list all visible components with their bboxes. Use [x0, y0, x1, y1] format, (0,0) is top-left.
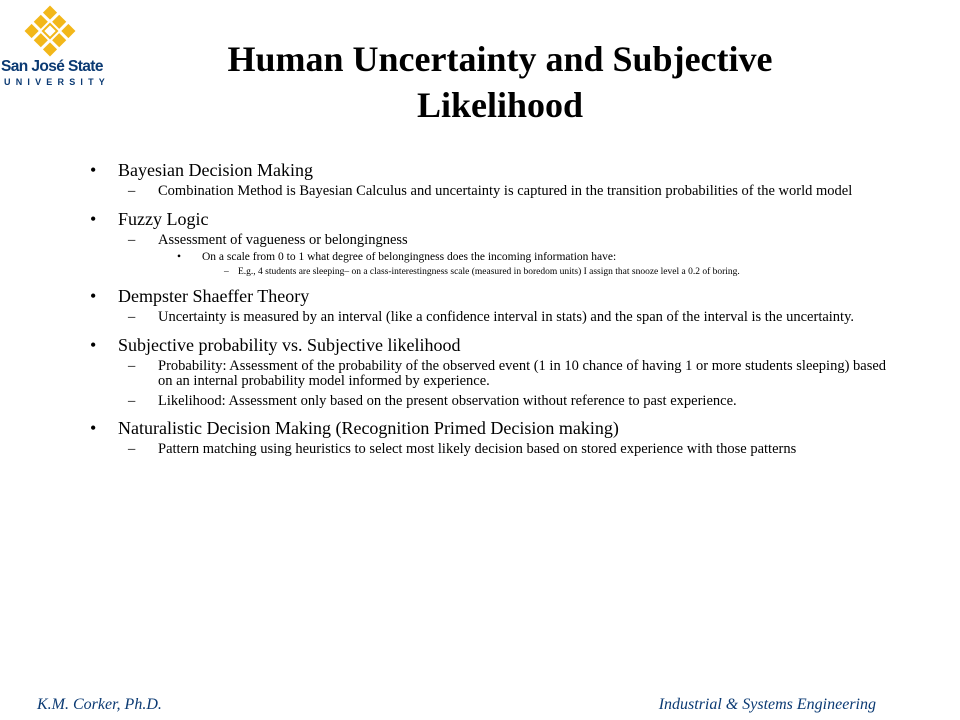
sub-sub-bullet-text: On a scale from 0 to 1 what degree of belongingness does the incoming information have:: [202, 251, 617, 263]
sub-bullet-text: Likelihood: Assessment only based on the present observation without reference to past experience.: [158, 392, 737, 409]
sub-sub-bullet-fuzzy-scale: [90, 251, 890, 264]
bullet-subjective: [90, 335, 890, 355]
bullet-naturalistic: [90, 418, 890, 438]
sub-bullet-dempster-interval: [90, 310, 890, 326]
bullet-dash: –: [128, 183, 136, 199]
bullet-dash: –: [128, 441, 136, 457]
bullet-dash: –: [128, 231, 136, 248]
sub-bullet-text: Uncertainty is measured by an interval (like a confidence interval in stats) and the span of the interval is the uncertainty.: [158, 309, 855, 325]
bullet-text: Naturalistic Decision Making (Recognition Primed Decision making): [118, 418, 619, 438]
sub-bullet-text: Probability: Assessment of the probability of the observed event (1 in 10 chance of having 1 or more students sleeping) based on an internal probability model informed by experience.: [158, 357, 887, 389]
bullet-dot: •: [90, 160, 97, 180]
sub-bullet-text: Assessment of vagueness or belongingness: [158, 231, 408, 248]
bullet-dot: •: [90, 286, 97, 306]
sub-bullet-probability: [90, 359, 890, 390]
bullet-dash: –: [224, 267, 229, 277]
bullet-text: Dempster Shaeffer Theory: [118, 286, 310, 306]
footer-author: K.M. Corker, Ph.D.: [37, 696, 162, 713]
sub-bullet-text: Pattern matching using heuristics to select most likely decision based on stored experience with those patterns: [158, 441, 797, 457]
title-line-1: Human Uncertainty and Subjective: [227, 39, 773, 79]
footer-department: Industrial & Systems Engineering: [658, 696, 876, 713]
bullet-dot: •: [90, 208, 97, 229]
sub-bullet-pattern-matching: [90, 442, 890, 458]
bullet-dash: –: [128, 357, 136, 374]
bullet-dot: •: [90, 334, 97, 355]
bullet-bayesian: [90, 160, 890, 180]
sub-bullet-likelihood: [90, 394, 890, 410]
logo-name: San José State: [1, 58, 103, 75]
slide-content: [90, 160, 890, 458]
bullet-text: Subjective probability vs. Subjective likelihood: [118, 334, 461, 355]
sub-bullet-bayesian-method: [90, 184, 890, 200]
bullet-dot: •: [90, 418, 97, 438]
sjsu-tower-mark-icon: [22, 3, 78, 59]
level4-bullet-fuzzy-example: [90, 267, 890, 277]
university-logo: [0, 0, 111, 95]
bullet-text: Bayesian Decision Making: [118, 160, 313, 180]
sub-bullet-text: Combination Method is Bayesian Calculus and uncertainty is captured in the transition probabilities of the world model: [158, 183, 853, 199]
slide-title: [150, 36, 850, 128]
level4-bullet-text: E.g., 4 students are sleeping– on a class-interestingness scale (measured in boredom units) I assign that snooze level a 0.2 of boring.: [238, 267, 740, 277]
bullet-dempster-shaeffer: [90, 286, 890, 306]
bullet-dash: –: [128, 309, 136, 325]
bullet-dot: •: [177, 251, 182, 263]
title-line-2: Likelihood: [416, 85, 584, 125]
bullet-fuzzy-logic: [90, 209, 890, 229]
logo-subtitle: UNIVERSITY: [4, 77, 111, 87]
sub-bullet-fuzzy-assessment: [90, 233, 890, 249]
bullet-text: Fuzzy Logic: [118, 208, 209, 229]
bullet-dash: –: [128, 392, 136, 409]
